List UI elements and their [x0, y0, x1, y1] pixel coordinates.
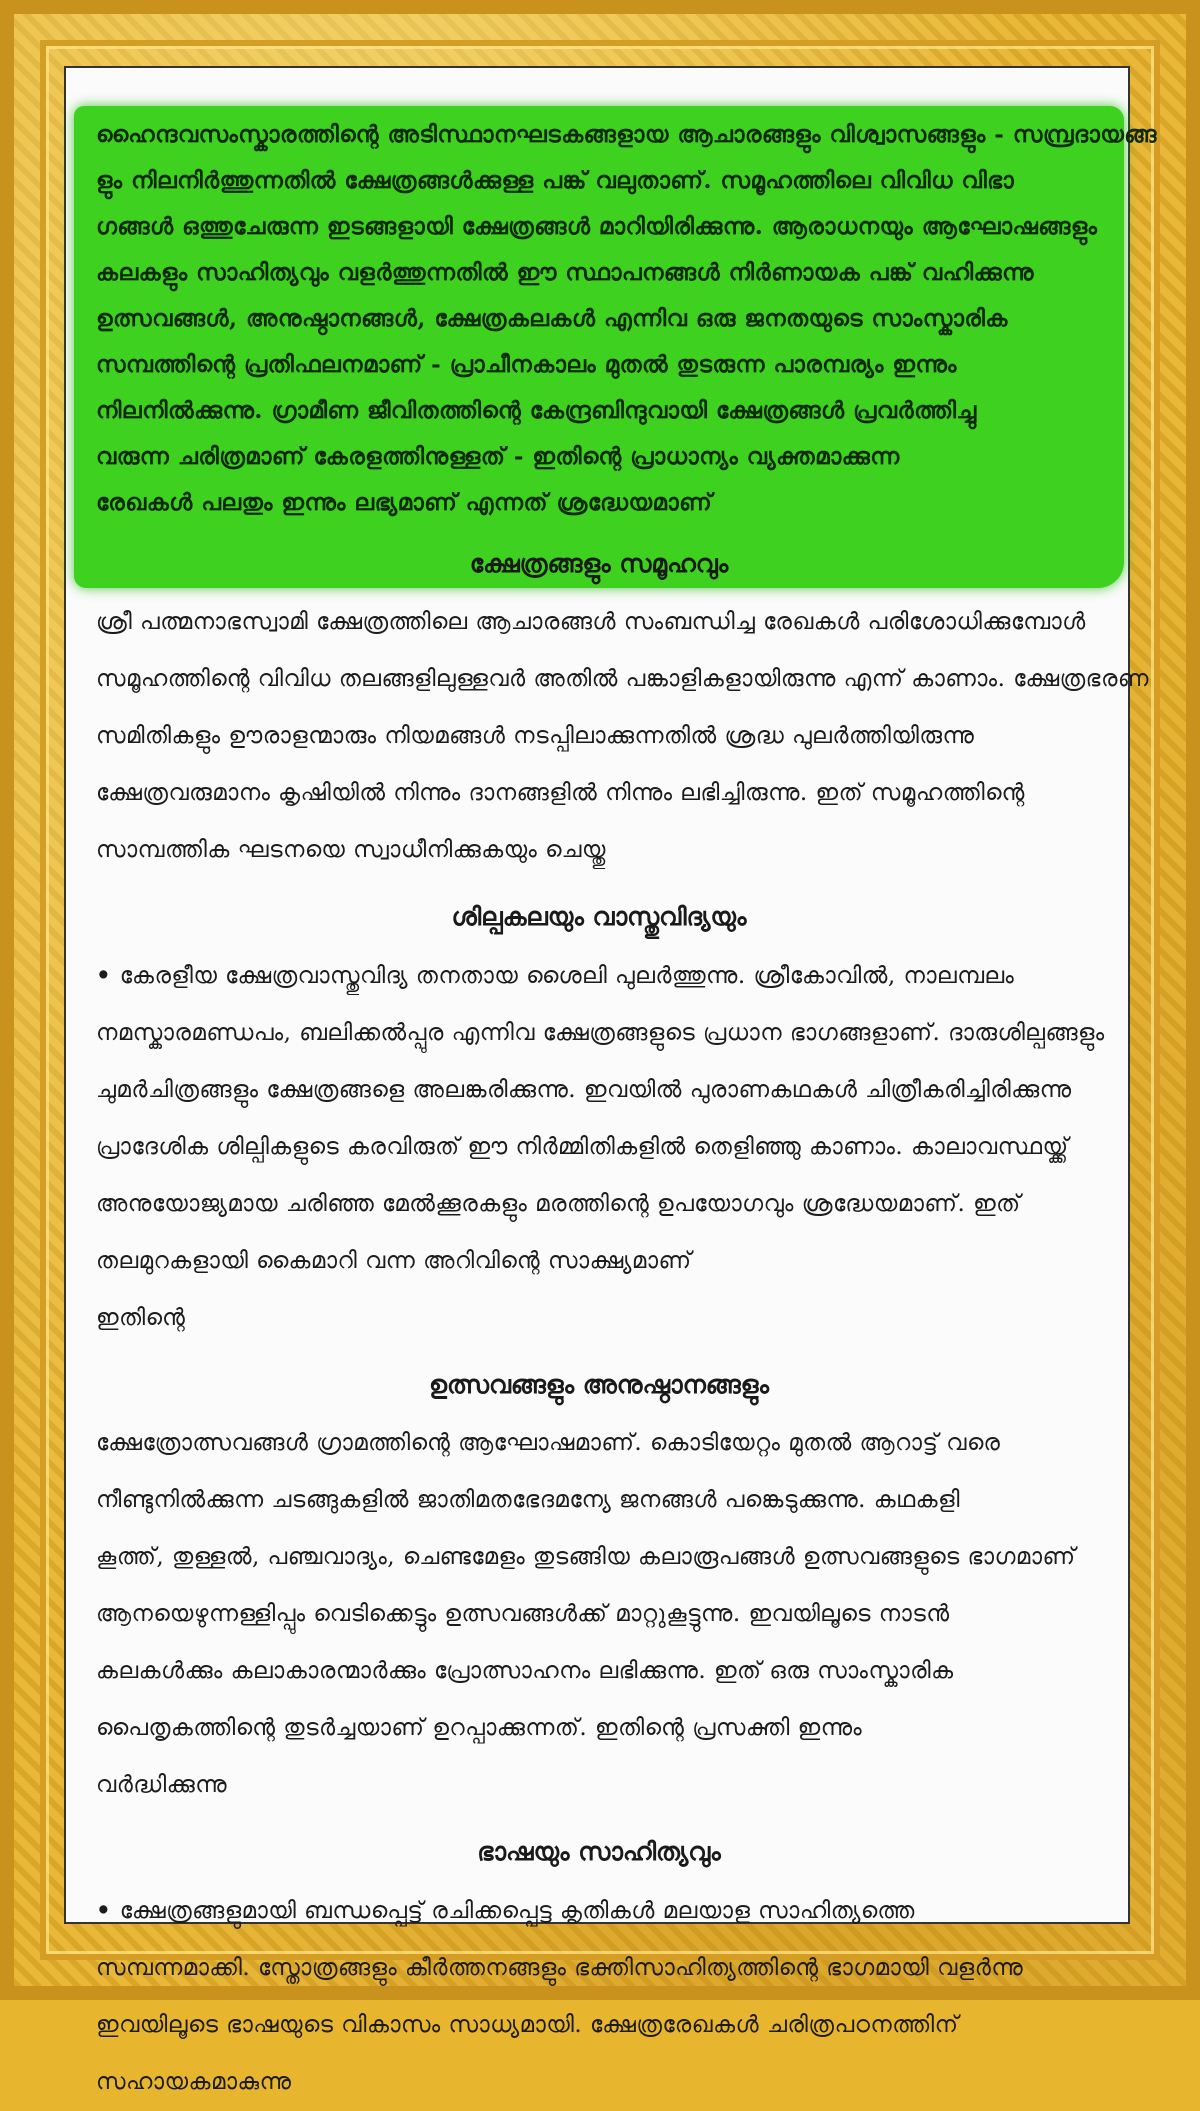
- text-line: തലമുറകളായി കൈമാറി വന്ന അറിവിന്റെ സാക്ഷ്യമാണ്: [96, 1248, 692, 1274]
- section-heading: ക്ഷേത്രങ്ങളും സമൂഹവും: [469, 549, 729, 578]
- text-line: ഹൈന്ദവസംസ്കാരത്തിന്റെ അടിസ്ഥാനഘടകങ്ങളായ ആചാരങ്ങളും വിശ്വാസങ്ങളും - സമ്പ്രദായങ്ങ: [96, 121, 1157, 148]
- bullet-line: • കേരളീയ ക്ഷേത്രവാസ്തുവിദ്യ തനതായ ശൈലി പുലർത്തുന്നു. ശ്രീകോവിൽ, നാലമ്പലം: [96, 947, 1102, 1005]
- text-line: പൈതൃകത്തിന്റെ തുടർച്ചയാണ് ഉറപ്പാക്കുന്നത്. ഇതിന്റെ പ്രസക്തി ഇന്നും: [96, 1715, 863, 1741]
- text-line: ആനയെഴുന്നള്ളിപ്പും വെടിക്കെട്ടും ഉത്സവങ്ങൾക്ക് മാറ്റുകൂട്ടുന്നു. ഇവയിലൂടെ നാടൻ: [96, 1601, 950, 1627]
- text-line: ഉത്സവങ്ങൾ, അനുഷ്ഠാനങ്ങൾ, ക്ഷേത്രകലകൾ എന്നിവ ഒരു ജനതയുടെ സാംസ്കാരിക: [96, 305, 1008, 332]
- section-2: [96, 889, 1105, 1347]
- text-line: സഹായകമാകുന്നു: [96, 2069, 292, 2095]
- text-line: കലകൾക്കും കലാകാരന്മാർക്കും പ്രോത്സാഹനം ലഭിക്കുന്നു. ഇത് ഒരു സാംസ്കാരിക: [96, 1658, 954, 1684]
- text-line: ഗങ്ങൾ ഒത്തുചേരുന്ന ഇടങ്ങളായി ക്ഷേത്രങ്ങൾ മാറിയിരിക്കുന്നു. ആരാധനയും ആഘോഷങ്ങളും: [96, 213, 1098, 240]
- section-heading: ഉത്സവങ്ങളും അനുഷ്ഠാനങ്ങളും: [429, 1370, 769, 1399]
- text-line: വർദ്ധിക്കുന്നു: [96, 1772, 228, 1798]
- document-content: [66, 68, 1157, 2095]
- text-line: അനുയോജ്യമായ ചരിഞ്ഞ മേൽക്കൂരകളും മരത്തിന്റെ ഉപയോഗവും ശ്രദ്ധേയമാണ്. ഇത്: [96, 1191, 1021, 1217]
- text-line: നീണ്ടുനിൽക്കുന്ന ചടങ്ങുകളിൽ ജാതിമതഭേദമന്യേ ജനങ്ങൾ പങ്കെടുക്കുന്നു. കഥകളി: [96, 1487, 960, 1513]
- text-line: ഇതിന്റെ: [96, 1305, 186, 1331]
- text-line: നമസ്കാരമണ്ഡപം, ബലിക്കൽപ്പുര എന്നിവ ക്ഷേത്രങ്ങളുടെ പ്രധാന ഭാഗങ്ങളാണ്. ദാരുശില്പങ്ങളും: [96, 1020, 1105, 1046]
- text-line: സമൂഹത്തിന്റെ വിവിധ തലങ്ങളിലുള്ളവർ അതിൽ പങ്കാളികളായിരുന്നു എന്ന് കാണാം. ക്ഷേത്രഭരണ: [96, 666, 1149, 692]
- section-4: [96, 1824, 1102, 2111]
- text-line: വരുന്ന ചരിത്രമാണ് കേരളത്തിനുള്ളത് - ഇതിന്റെ പ്രാധാന്യം വ്യക്തമാക്കുന്ന: [96, 443, 900, 470]
- text-line: സമിതികളും ഊരാളന്മാരും നിയമങ്ങൾ നടപ്പിലാക്കുന്നതിൽ ശ്രദ്ധ പുലർത്തിയിരുന്നു: [96, 723, 975, 749]
- text-line: സാമ്പത്തിക ഘടനയെ സ്വാധീനിക്കുകയും ചെയ്തു: [96, 837, 606, 863]
- text-line: ശ്രീ പത്മനാഭസ്വാമി ക്ഷേത്രത്തിലെ ആചാരങ്ങൾ സംബന്ധിച്ച രേഖകൾ പരിശോധിക്കുമ്പോൾ: [96, 609, 1086, 635]
- section-1: [96, 536, 1149, 879]
- text-line: നിലനിൽക്കുന്നു. ഗ്രാമീണ ജീവിതത്തിന്റെ കേന്ദ്രബിന്ദുവായി ക്ഷേത്രങ്ങൾ പ്രവർത്തിച്ചു: [96, 397, 977, 424]
- text-line: സമ്പത്തിന്റെ പ്രതിഫലനമാണ് - പ്രാചീനകാലം മുതൽ തുടരുന്ന പാരമ്പര്യം ഇന്നും: [96, 351, 957, 378]
- bullet-line: • ക്ഷേത്രങ്ങളുമായി ബന്ധപ്പെട്ട് രചിക്കപ്പെട്ട കൃതികൾ മലയാള സാഹിത്യത്തെ: [96, 1882, 1102, 1940]
- text-line: സമ്പന്നമാക്കി. സ്തോത്രങ്ങളും കീർത്തനങ്ങളും ഭക്തിസാഹിത്യത്തിന്റെ ഭാഗമായി വളർന്നു: [96, 1955, 1024, 1981]
- text-line: ക്ഷേത്രോത്സവങ്ങൾ ഗ്രാമത്തിന്റെ ആഘോഷമാണ്. കൊടിയേറ്റം മുതൽ ആറാട്ട് വരെ: [96, 1430, 1001, 1456]
- section-heading: ഭാഷയും സാഹിത്യവും: [477, 1837, 721, 1866]
- text-line: കലകളും സാഹിത്യവും വളർത്തുന്നതിൽ ഈ സ്ഥാപനങ്ങൾ നിർണായക പങ്ക് വഹിക്കുന്നു: [96, 259, 1034, 286]
- document-page: [64, 66, 1157, 2095]
- section-3: [96, 1357, 1102, 1814]
- text-line: ഇവയിലൂടെ ഭാഷയുടെ വികാസം സാധ്യമായി. ക്ഷേത്രരേഖകൾ ചരിത്രപഠനത്തിന്: [96, 2012, 959, 2038]
- highlighted-paragraph: [96, 112, 1157, 526]
- text-line: പ്രാദേശിക ശില്പികളുടെ കരവിരുത് ഈ നിർമ്മിതികളിൽ തെളിഞ്ഞു കാണാം. കാലാവസ്ഥയ്ക്ക്: [96, 1134, 1069, 1160]
- section-heading: ശില്പകലയും വാസ്തുവിദ്യയും: [451, 902, 747, 931]
- text-line: ക്ഷേത്രവരുമാനം കൃഷിയിൽ നിന്നും ദാനങ്ങളിൽ നിന്നും ലഭിച്ചിരുന്നു. ഇത് സമൂഹത്തിന്റെ: [96, 780, 1025, 806]
- text-line: ചുമർചിത്രങ്ങളും ക്ഷേത്രങ്ങളെ അലങ്കരിക്കുന്നു. ഇവയിൽ പുരാണകഥകൾ ചിത്രീകരിച്ചിരിക്കുന്നു: [96, 1077, 1072, 1103]
- text-line: രേഖകൾ പലതും ഇന്നും ലഭ്യമാണ് എന്നത് ശ്രദ്ധേയമാണ്: [96, 489, 713, 516]
- text-line: ളും നിലനിർത്തുന്നതിൽ ക്ഷേത്രങ്ങൾക്കുള്ള പങ്ക് വലുതാണ്. സമൂഹത്തിലെ വിവിധ വിഭാ: [96, 167, 1015, 194]
- text-line: കൂത്ത്, തുള്ളൽ, പഞ്ചവാദ്യം, ചെണ്ടമേളം തുടങ്ങിയ കലാരൂപങ്ങൾ ഉത്സവങ്ങളുടെ ഭാഗമാണ്: [96, 1544, 1076, 1570]
